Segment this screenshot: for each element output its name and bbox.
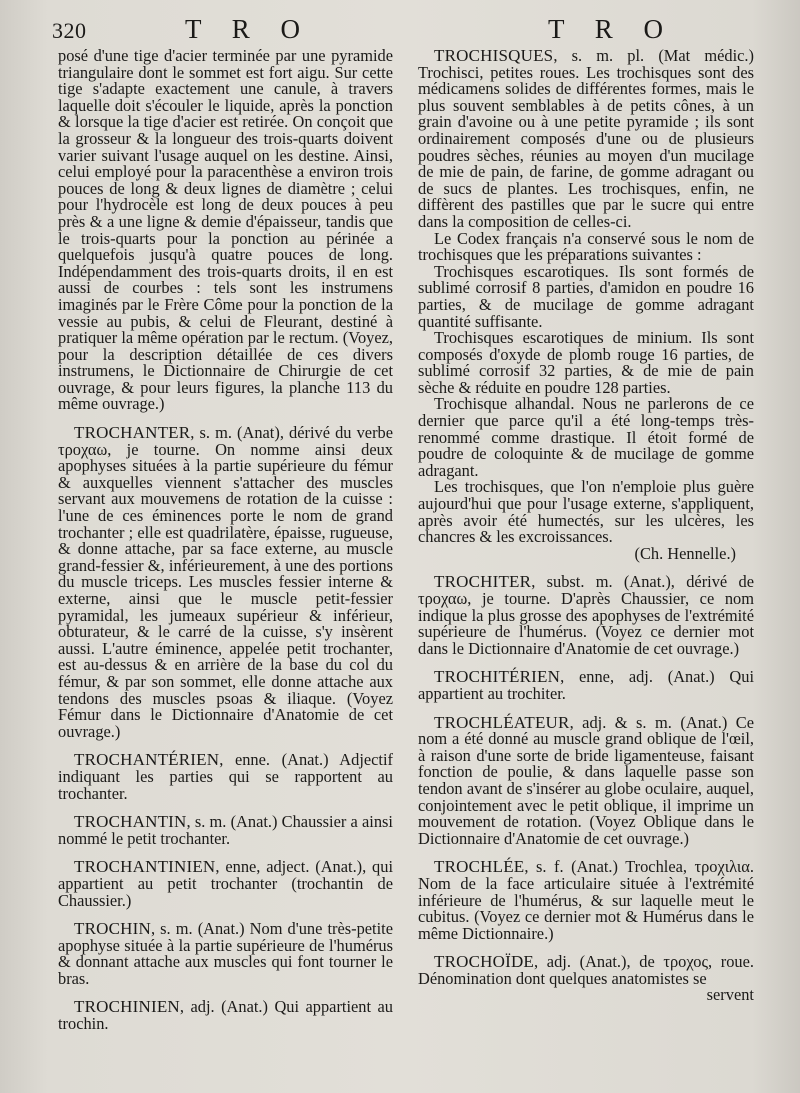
headword: TROCHLÉATEUR bbox=[434, 712, 570, 732]
headword: TROCHOÏDE bbox=[434, 952, 535, 972]
page-header bbox=[0, 14, 800, 44]
intro-paragraph: posé d'une tige d'acier terminée par une pyramide triangulaire dont le sommet est fort aigu. Sur cette tige s'adapte exactement une canule, à travers laquelle doit s'écouler le liquide, après la ponction & lorsque la tige d'acier est retirée. On conçoit que la grosseur & la longueur des trois-quarts doivent varier suivant l'usage auquel on les destine. Ainsi, celui employé pour la paracenthèse a environ trois pouces de long & deux lignes de diamètre ; celui pour l'hydrocèle est long de deux pouces à peu près & a une ligne & demie d'épaisseur, tandis que le trois-quarts pour la ponction au périnée a quelquefois jusqu'à quatre pouces de long. Indépendamment des trois-quarts droits, il en est aussi de courbes : tels sont les instrumens imaginés par le Frère Côme pour la ponction de la vessie au pubis, & celui de Fleurant, destiné à pratiquer la même opération par le rectum. (Voyez, pour la description détaillée de ces divers instrumens, le Dictionnaire de Chirurgie de cet ouvrage, & pour leurs figures, la planche 113 du même ouvrage.) bbox=[58, 48, 393, 414]
catchword: servent bbox=[706, 985, 754, 1005]
page-number: 320 bbox=[52, 18, 87, 43]
entry-trochanterien bbox=[58, 752, 393, 802]
entry-body: , s. m. (Anat), dérivé du verbe τροχαω, je tourne. On nomme ainsi deux apophyses situées à la partie supérieure du fémur & auxquelles viennent s'attacher des muscles servant aux mouvemens de rotation de la cuisse : l'une de ces éminences porte le nom de grand trochanter ; elle est quadrilatère, épaisse, rugueuse, & donne attache, par sa face externe, au muscle grand-fessier &, inférieurement, à une des portions du muscle triceps. Les muscles fessier interne & externe, ainsi que le muscle petit-fessier pyramidal, les jumeaux supérieur & inférieur, obturateur, & le carré de la cuisse, s'y insèrent aussi. L'autre éminence, appelée petit trochanter, est au-dessus & en arrière de la base du col du fémur, & par son sommet, elle donne attache aux tendons des muscles psoas & iliaque. (Voyez Fémur dans le Dictionnaire d'Anatomie de cet ouvrage.) bbox=[58, 423, 393, 741]
author-signature: (Ch. Hennelle.) bbox=[634, 543, 736, 563]
running-head-left: T R O bbox=[185, 14, 313, 44]
minium-paragraph: Trochisques escarotiques de minium. Ils sont composés d'oxyde de plomb rouge 16 parties, de sublimé corrosif 32 parties, & de mie de pain sèche & réduite en poudre 128 parties. bbox=[418, 328, 754, 397]
headword: TROCHANTER bbox=[74, 423, 191, 443]
entry-body: , adj. & s. m. (Anat.) Ce nom a été donné au muscle grand oblique de l'œil, à raison d'une sorte de bride ligamenteuse, faisant fonction de poulie, & dans laquelle passe son tendon avant de s'insérer au globe oculaire, auquel, conjointement avec le petit oblique, il imprime un mouvement de rotation. (Voyez Oblique dans le Dictionnaire d'Anatomie de cet ouvrage.) bbox=[418, 712, 754, 848]
headword: TROCHITÉRIEN bbox=[434, 667, 561, 687]
entry-trochiter bbox=[418, 574, 754, 657]
alhandal-paragraph: Trochisque alhandal. Nous ne parlerons de ce dernier que parce qu'il a été long-temps très-renommé comme drastique. Il étoit formé de poudre de coloquinte & de mucilage de gomme adragant. bbox=[418, 394, 754, 480]
entry-body: , s. f. (Anat.) Trochlea, τροχιλια. Nom de la face articulaire située à l'extrémité inférieure de l'humérus, & sur laquelle meut le cubitus. (Voyez ce dernier mot & Humérus dans le même Dictionnaire.) bbox=[418, 857, 754, 943]
entry-body: , subst. m. (Anat.), dérivé de τροχαω, je tourne. D'après Chaussier, ce nom indique la plus grosse des apophyses de l'extrémité supérieure de l'humérus. (Voyez ce dernier mot dans le Dictionnaire d'Anatomie de cet ouvrage.) bbox=[418, 572, 754, 658]
entry-body: , adj. (Anat.), de τροχος, roue. Dénomination dont quelques anatomistes se bbox=[418, 952, 754, 988]
entry-trochinien bbox=[58, 999, 393, 1032]
headword: TROCHISQUES bbox=[434, 48, 554, 65]
entry-trochin bbox=[58, 921, 393, 987]
entry-trochlee bbox=[418, 859, 754, 942]
entry-trochantinien bbox=[58, 859, 393, 909]
entry-trochiterien bbox=[418, 669, 754, 702]
entry-body: , enne, adject. (Anat.), qui appartient au petit trochanter (trochantin de Chaussier.) bbox=[58, 857, 393, 910]
right-column bbox=[418, 48, 754, 1057]
entry-body: , s. m. pl. (Mat médic.) Trochisci, petites roues. Les trochisques sont des médicamens solides de différentes formes, mais le plus souvent semblables à de petits cônes, à un grain d'avoine ou à une petite pyramide ; ils sont ordinairement composés d'une ou de plusieurs poudres sèches, réunies au moyen d'un mucilage de mie de pain, de farine, de gomme adragant ou de sucs de plantes. Les trochisques, enfin, ne diffèrent des pastilles que par le sucre qui entre dans la composition de celles-ci. bbox=[418, 48, 754, 231]
entry-body: , enne, adj. (Anat.) Qui appartient au trochiter. bbox=[418, 667, 754, 703]
entry-trochisques bbox=[418, 48, 754, 562]
headword: TROCHITER bbox=[434, 572, 532, 592]
codex-paragraph: Le Codex français n'a conservé sous le nom de trochisques que les préparations suivantes : bbox=[418, 228, 754, 265]
headword: TROCHLÉE bbox=[434, 857, 525, 877]
entry-trochantin bbox=[58, 814, 393, 847]
headword: TROCHANTÉRIEN bbox=[74, 750, 220, 770]
left-column bbox=[58, 48, 393, 1057]
entry-body: , s. m. (Anat.) Nom d'une très-petite apophyse située à la partie supérieure de l'humérus & donnant attache aux muscles qui font tourner le bras. bbox=[58, 919, 393, 988]
escarotiques-paragraph: Trochisques escarotiques. Ils sont formés de sublimé corrosif 8 parties, d'amidon en poudre 16 parties, & de mucilage de gomme adragant quantité suffisante. bbox=[418, 261, 754, 331]
emploie-paragraph: Les trochisques, que l'on n'emploie plus guère aujourd'hui que pour l'usage externe, s'appliquent, après avoir été humectés, sur les ulcères, les chancres & les excroissances. bbox=[418, 477, 754, 547]
entry-body: , adj. (Anat.) Qui appartient au trochin. bbox=[58, 997, 393, 1034]
entry-trochleateur bbox=[418, 712, 754, 848]
headword: TROCHANTINIEN bbox=[74, 857, 216, 877]
entry-trochoide bbox=[418, 954, 754, 1004]
entry-body: , s. m. (Anat.) Chaussier a ainsi nommé le petit trochanter. bbox=[58, 812, 393, 848]
entry-body: , enne. (Anat.) Adjectif indiquant les parties qui se rapportent au trochanter. bbox=[58, 750, 393, 803]
running-head-right: T R O bbox=[548, 14, 676, 44]
headword: TROCHIN bbox=[74, 919, 151, 939]
headword: TROCHINIEN bbox=[74, 997, 180, 1017]
headword: TROCHANTIN bbox=[74, 812, 187, 832]
entry-trochanter bbox=[58, 425, 393, 740]
